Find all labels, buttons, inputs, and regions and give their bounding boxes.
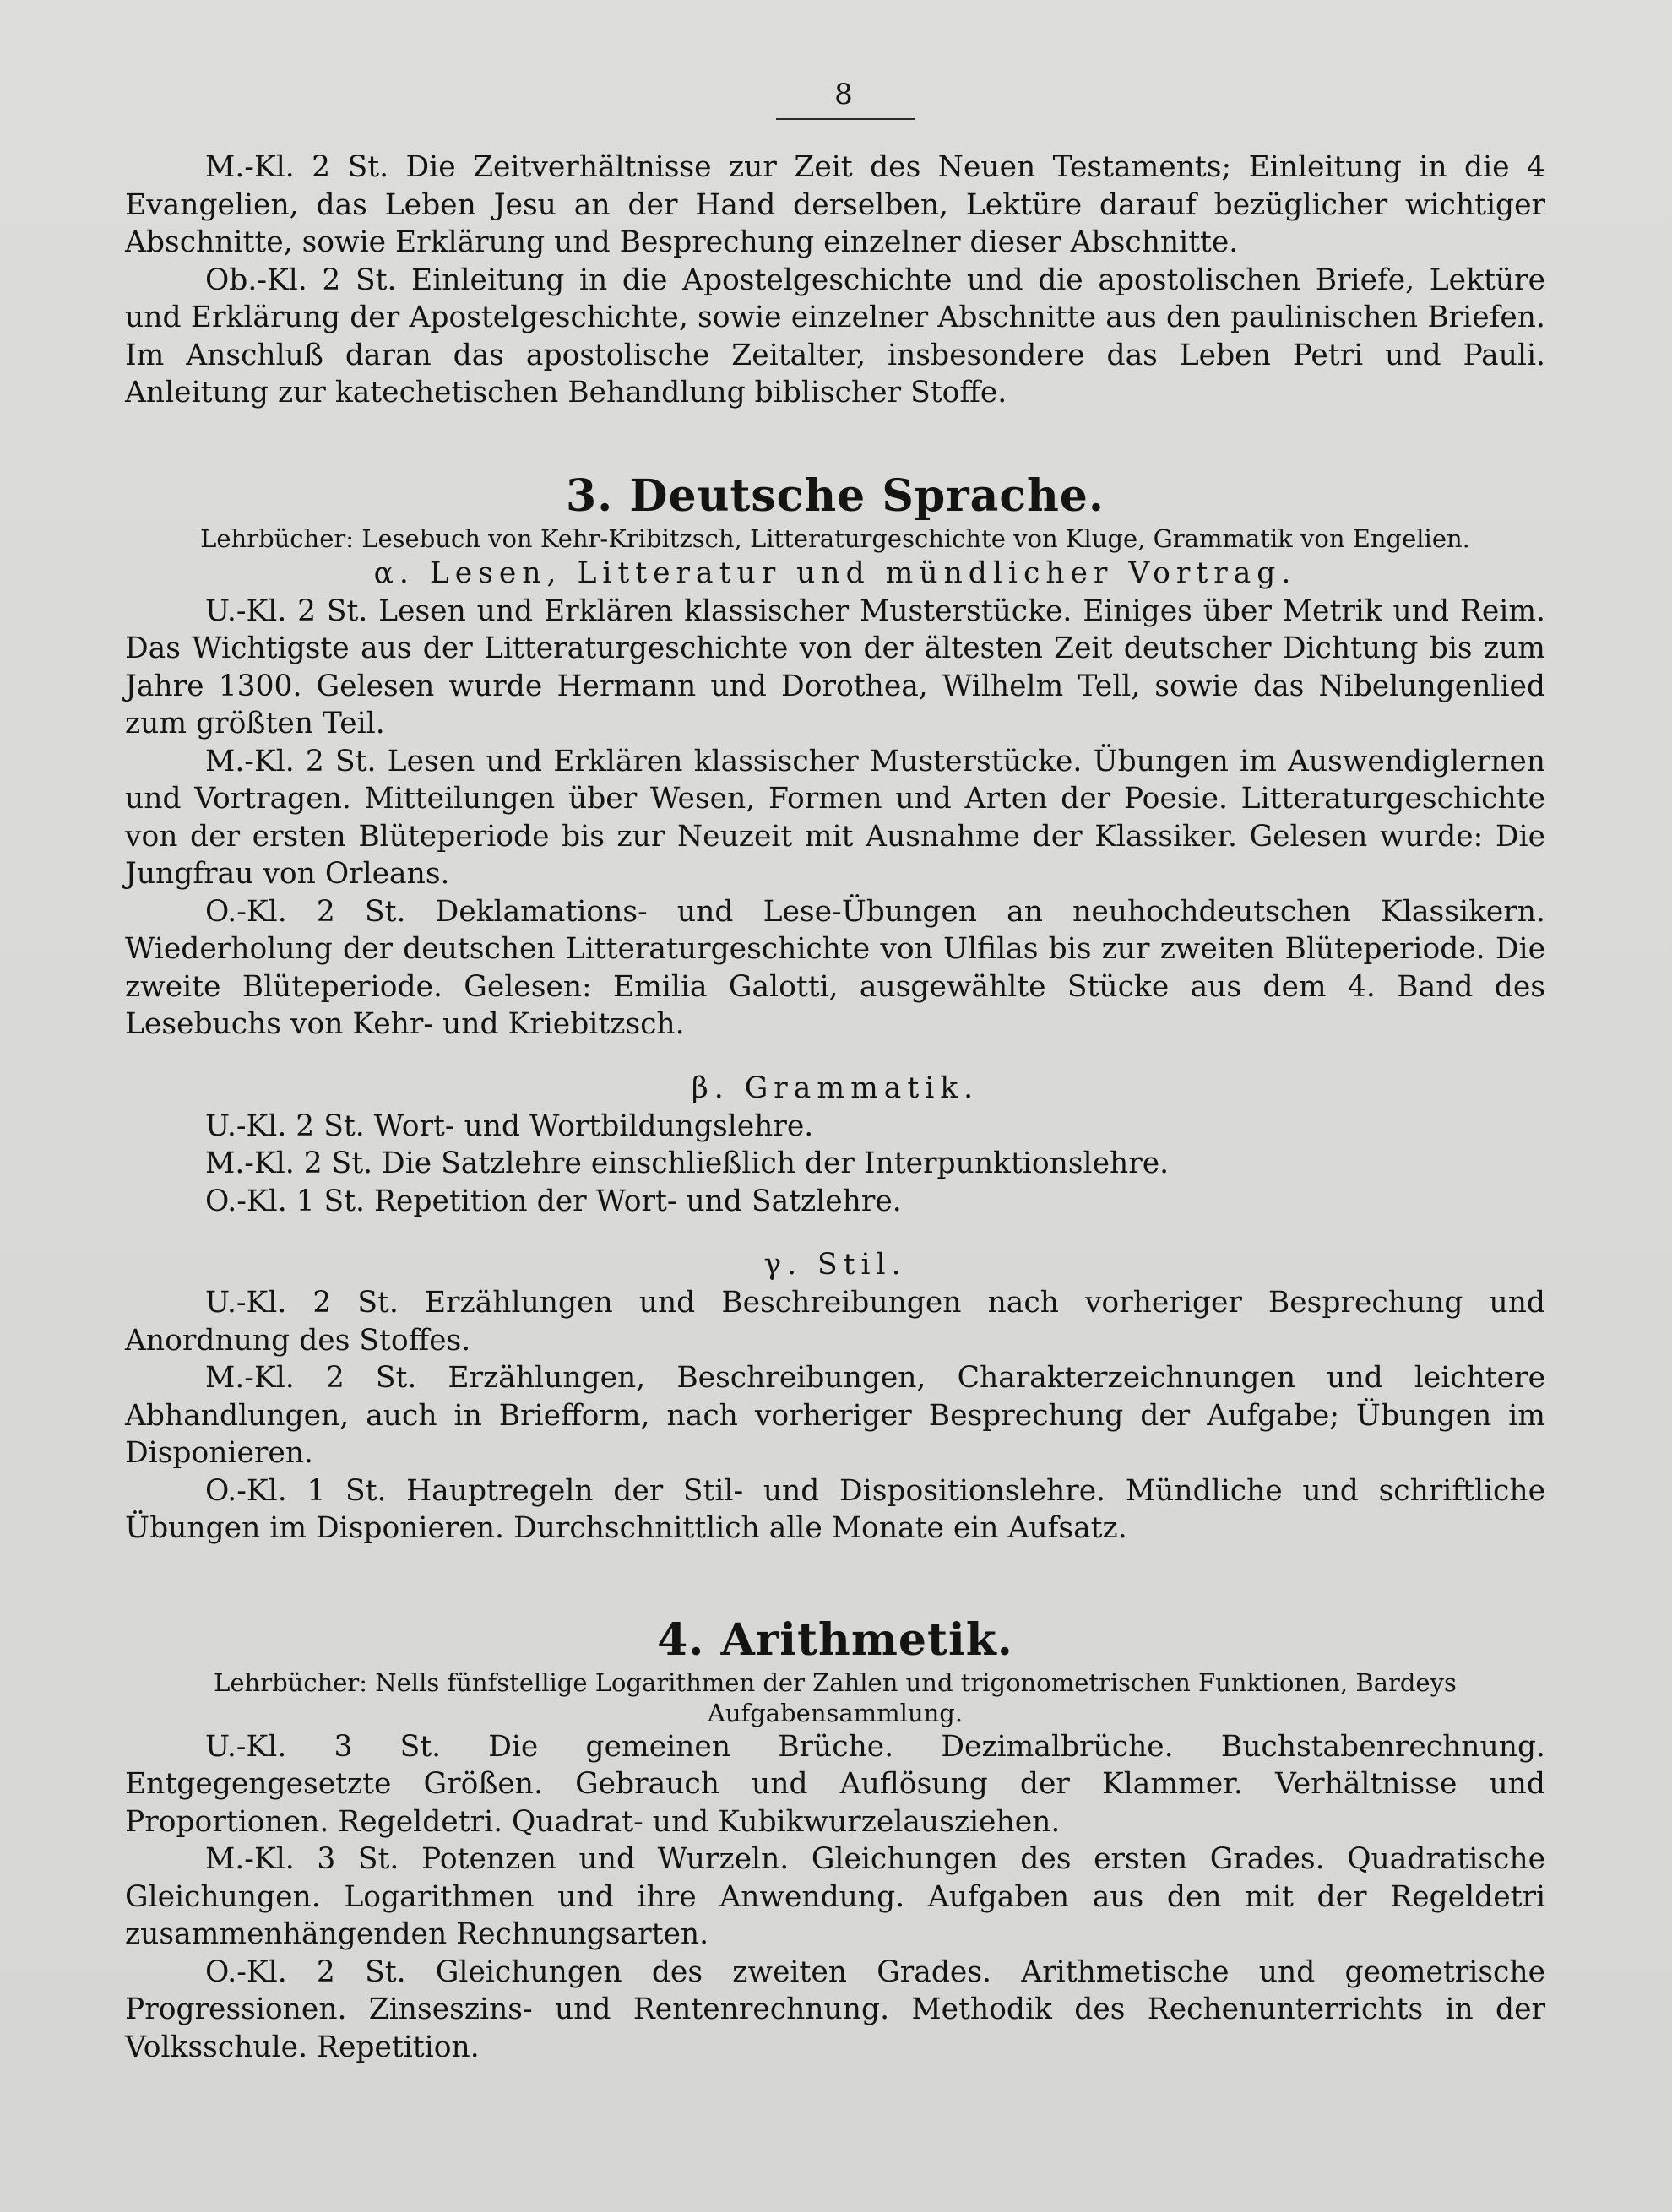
paragraph-arithmetik-mkl: M.-Kl. 3 St. Potenzen und Wurzeln. Gleichungen des ersten Grades. Quadratische Gleichungen. Logarithmen und ihre Anwendung. Aufgaben aus den mit der Regeldetri zusammenhängenden Rechnungsarten. bbox=[125, 1842, 1545, 1951]
section-title-arithmetik: 4. Arithmetik. bbox=[657, 1613, 1013, 1666]
section-title-deutsche-sprache: 3. Deutsche Sprache. bbox=[566, 469, 1105, 522]
paragraph-grammatik-ukl: U.-Kl. 2 St. Wort- und Wortbildungslehre. bbox=[205, 1109, 814, 1143]
paragraph-stil-ukl: U.-Kl. 2 St. Erzählungen und Beschreibungen nach vorheriger Besprechung und Anordnung des Stoffes. bbox=[125, 1286, 1545, 1358]
paragraph-intro-mkl: M.-Kl. 2 St. Die Zeitverhältnisse zur Zeit des Neuen Testaments; Einleitung in die 4 Evangelien, das Leben Jesu an der Hand derselben, Lektüre darauf bezüglicher wichtiger Abschnitte, sowie Erklärung und Besprechung einzelner dieser Abschnitte. bbox=[125, 150, 1545, 259]
subsection-heading-lesen: α. Lesen, Litteratur und mündlicher Vortrag. bbox=[373, 556, 1297, 590]
paragraph-arithmetik-okl: O.-Kl. 2 St. Gleichungen des zweiten Grades. Arithmetische und geometrische Progressionen. Zinseszins- und Rentenrechnung. Methodik des Rechenunterrichts in der Volksschule. Repetition. bbox=[125, 1954, 1545, 2064]
paragraph-grammatik-okl: O.-Kl. 1 St. Repetition der Wort- und Satzlehre. bbox=[205, 1184, 902, 1218]
paragraph-lesen-mkl: M.-Kl. 2 St. Lesen und Erklären klassischer Musterstücke. Übungen im Auswendiglernen und Vortragen. Mitteilungen über Wesen, Formen und Arten der Poesie. Litteraturgeschichte von der ersten Blüteperiode bis zur Neuzeit mit Ausnahme der Klassiker. Gelesen wurde: Die Jungfrau von Orleans. bbox=[125, 744, 1545, 891]
paragraph-stil-mkl: M.-Kl. 2 St. Erzählungen, Beschreibungen, Charakterzeichnungen und leichtere Abhandlungen, auch in Briefform, nach vorheriger Besprechung der Aufgabe; Übungen im Disponieren. bbox=[125, 1361, 1545, 1470]
paragraph-arithmetik-ukl: U.-Kl. 3 St. Die gemeinen Brüche. Dezimalbrüche. Buchstabenrechnung. Entgegengesetzte Größen. Gebrauch und Auflösung der Klammer. Verhältnisse und Proportionen. Regeldetri. Quadrat- und Kubikwurzelausziehen. bbox=[125, 1729, 1545, 1839]
paragraph-intro-obkl: Ob.-Kl. 2 St. Einleitung in die Apostelgeschichte und die apostolischen Briefe, Lektüre und Erklärung der Apostelgeschichte, sowie einzelner Abschnitte aus den paulinischen Briefen. Im Anschluß daran das apostolische Zeitalter, insbesondere das Leben Petri und Pauli. Anleitung zur katechetischen Behandlung biblischer Stoffe. bbox=[125, 263, 1545, 409]
paragraph-lesen-ukl: U.-Kl. 2 St. Lesen und Erklären klassischer Musterstücke. Einiges über Metrik und Reim. Das Wichtigste aus der Litteraturgeschichte von der ältesten Zeit deutscher Dichtung bis zum Jahre 1300. Gelesen wurde Hermann und Dorothea, Wilhelm Tell, sowie das Nibelungenlied zum größten Teil. bbox=[125, 594, 1545, 740]
spacer bbox=[125, 1044, 1545, 1069]
page-number: 8 bbox=[834, 78, 853, 111]
spacer bbox=[125, 1548, 1545, 1613]
subsection-heading-grammatik: β. Grammatik. bbox=[691, 1071, 980, 1105]
spacer bbox=[125, 1220, 1545, 1245]
section-textbooks-arithmetik: Lehrbücher: Nells fünfstellige Logarithmen der Zahlen und trigonometrischen Funktionen, Bardeys Aufgabensammlung. bbox=[214, 1667, 1457, 1727]
paragraph-stil-okl: O.-Kl. 1 St. Hauptregeln der Stil- und Dispositionslehre. Mündliche und schriftliche Übungen im Disponieren. Durchschnittlich alle Monate ein Aufsatz. bbox=[125, 1473, 1545, 1545]
spacer bbox=[125, 412, 1545, 469]
page-number-rule bbox=[776, 118, 915, 120]
paragraph-grammatik-mkl: M.-Kl. 2 St. Die Satzlehre einschließlich der Interpunktionslehre. bbox=[205, 1147, 1170, 1180]
paragraph-lesen-okl: O.-Kl. 2 St. Deklamations- und Lese-Übungen an neuhochdeutschen Klassikern. Wiederholung der deutschen Litteraturgeschichte von Ulfilas bis zur zweiten Blüteperiode. Die zweite Blüteperiode. Gelesen: Emilia Galotti, ausgewählte Stücke aus dem 4. Band des Lesebuchs von Kehr- und Kriebitzsch. bbox=[125, 894, 1545, 1041]
section-textbooks-deutsch: Lehrbücher: Lesebuch von Kehr-Kribitzsch, Litteraturgeschichte von Kluge, Grammatik von Engelien. bbox=[200, 523, 1470, 553]
subsection-heading-stil: γ. Stil. bbox=[763, 1248, 907, 1282]
